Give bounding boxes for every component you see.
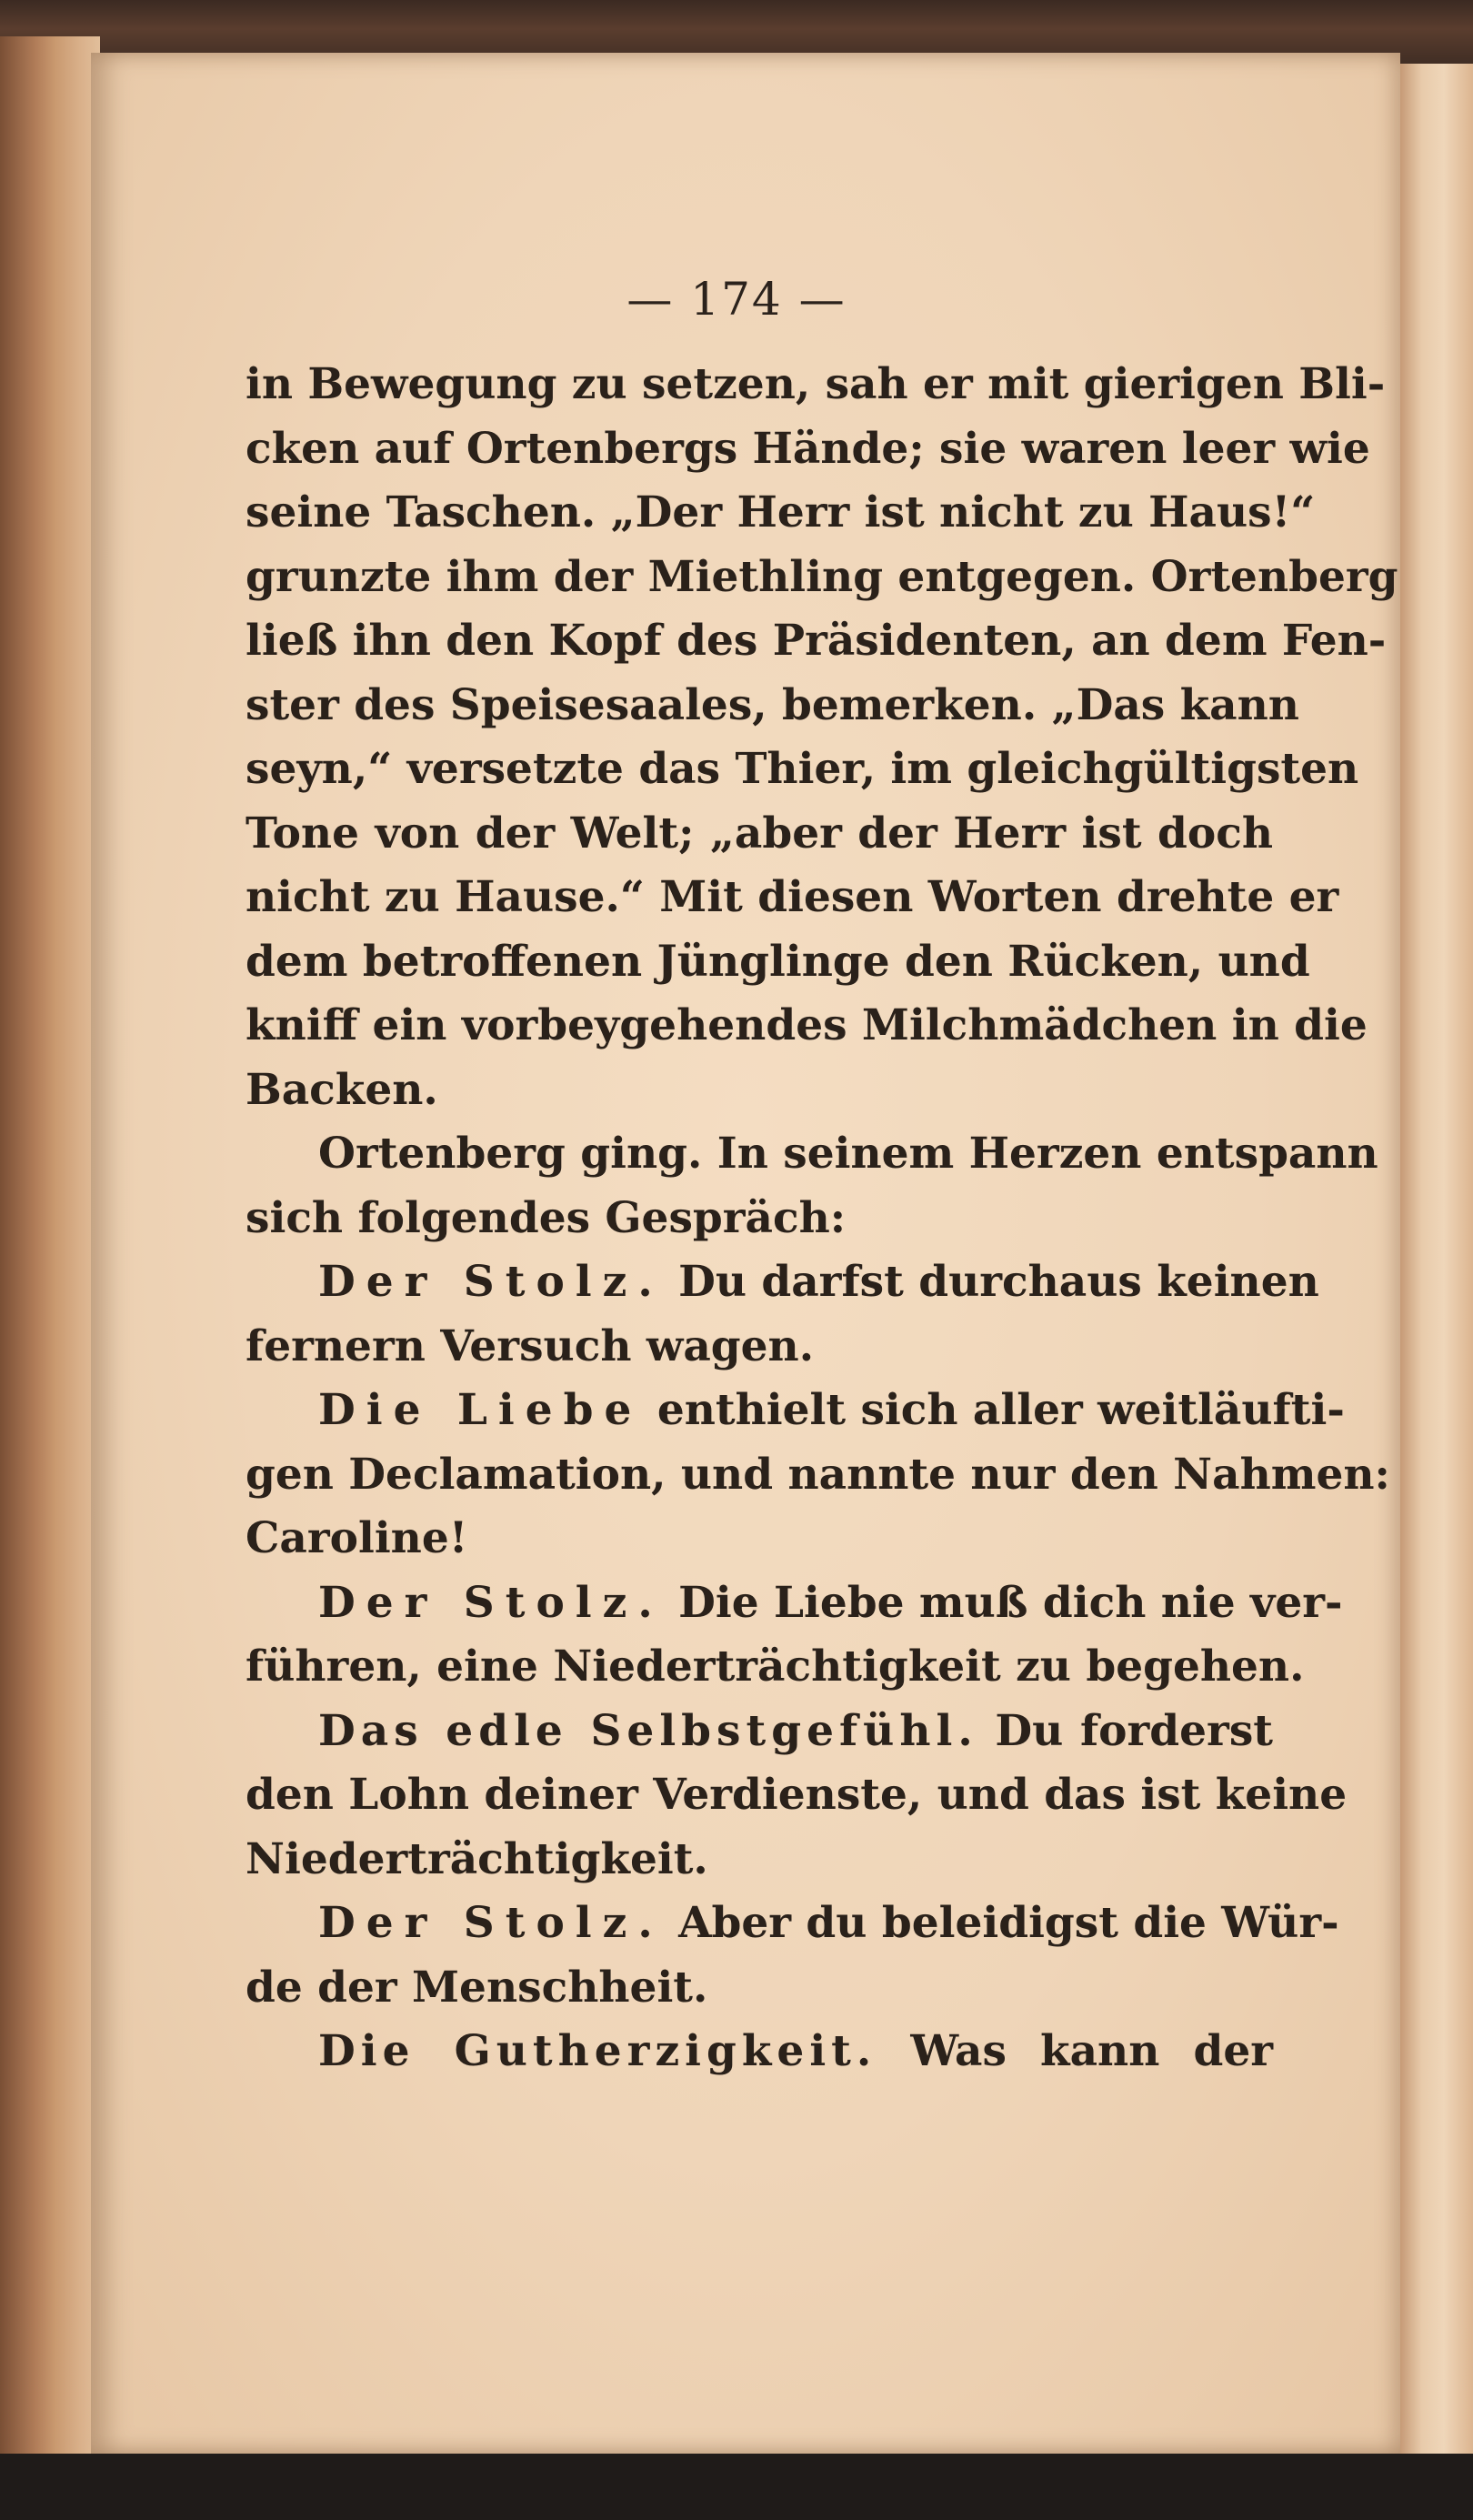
text-line: ster des Speisesaales, bemerken. „Das kann — [246, 679, 1299, 730]
text-line: seyn,“ versetzte das Thier, im gleichgültigsten — [246, 744, 1359, 794]
speaker-name: Das edle Selbstgefühl. — [318, 1705, 978, 1756]
text-line: de der Menschheit. — [246, 1962, 708, 2013]
text-line: grunzte ihm der Miethling entgegen. Ortenberg — [246, 551, 1398, 602]
text-line: cken auf Ortenbergs Hände; sie waren leer wie — [246, 423, 1370, 474]
text-line: fernern Versuch wagen. — [246, 1320, 815, 1371]
dialogue-line — [246, 1379, 1345, 1443]
speaker-name: Der Stolz. — [318, 1577, 664, 1628]
left-binding — [0, 36, 100, 2492]
text-line: dem betroffenen Jünglinge den Rücken, und — [246, 936, 1310, 987]
speech-text: Was kann der — [910, 2026, 1273, 2076]
speech-text: Du darfst durchaus keinen — [678, 1257, 1319, 1307]
page-text — [246, 353, 1398, 2084]
speaker-name: Der Stolz. — [318, 1257, 664, 1307]
text-line: Tone von der Welt; „aber der Herr ist doch — [246, 808, 1273, 858]
text-line: Backen. — [246, 1064, 438, 1115]
dialogue-line — [246, 2020, 1273, 2084]
text-line: nicht zu Hause.“ Mit diesen Worten drehte er — [246, 872, 1339, 922]
dialogue-line — [246, 1571, 1343, 1636]
text-line: Niederträchtigkeit. — [246, 1833, 708, 1884]
speech-text: Aber du beleidigst die Wür- — [678, 1898, 1339, 1948]
speaker-name: Die Liebe — [318, 1385, 643, 1435]
text-line: sich folgendes Gespräch: — [246, 1192, 847, 1243]
next-page-edge — [1400, 64, 1473, 2465]
speech-text: enthielt sich aller weitläufti- — [656, 1385, 1345, 1435]
bottom-edge — [0, 2454, 1473, 2520]
text-line: in Bewegung zu setzen, sah er mit gierigen Bli- — [246, 359, 1386, 409]
dialogue-line — [246, 1892, 1339, 1956]
dialogue-line — [246, 1250, 1319, 1315]
text-line: führen, eine Niederträchtigkeit zu begehen. — [246, 1642, 1305, 1692]
text-line: kniff ein vorbeygehendes Milchmädchen in die — [246, 1000, 1368, 1050]
speech-text: Du forderst — [995, 1705, 1273, 1756]
page-number: — 174 — — [626, 273, 847, 326]
speaker-name: Der Stolz. — [318, 1898, 664, 1948]
speech-text: Die Liebe muß dich nie ver- — [678, 1577, 1343, 1628]
text-line: Ortenberg ging. In seinem Herzen entspann — [318, 1129, 1378, 1179]
text-line: ließ ihn den Kopf des Präsidenten, an dem Fen- — [246, 616, 1387, 666]
text-line: den Lohn deiner Verdienste, und das ist keine — [246, 1770, 1348, 1820]
speaker-name: Die Gutherzigkeit. — [318, 2026, 877, 2076]
text-line: gen Declamation, und nannte nur den Nahmen: — [246, 1449, 1390, 1500]
text-line: seine Taschen. „Der Herr ist nicht zu Haus!“ — [246, 487, 1316, 537]
dialogue-line — [246, 1700, 1273, 1764]
text-line: Caroline! — [246, 1513, 468, 1563]
